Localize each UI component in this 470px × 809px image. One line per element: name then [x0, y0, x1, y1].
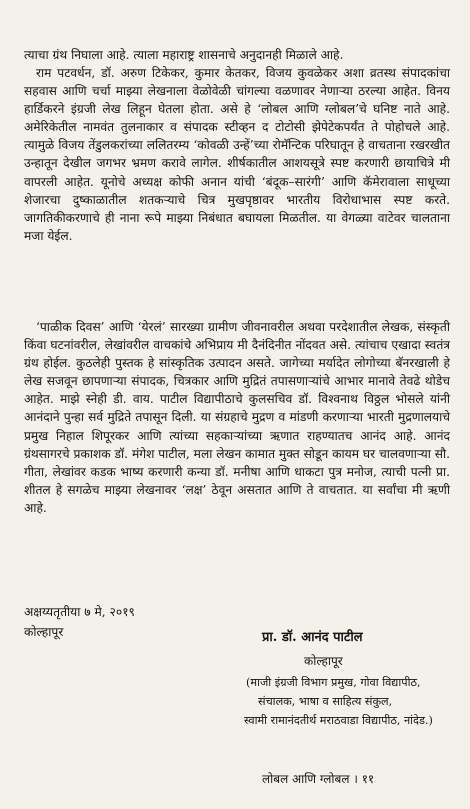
signature-date: अक्षय्यतृतीया ७ मे, २०१९ — [24, 605, 135, 619]
author-credential-line: (माजी इंग्रजी विभाग प्रमुख, गोवा विद्यापीठ, — [246, 676, 421, 689]
page-footer-running-title: लोबल आणि ग्लोबल । ११ — [262, 772, 375, 786]
author-credential-line: संचालक, भाषा व साहित्य संकुल, — [258, 695, 393, 708]
author-name: प्रा. डॉ. आनंद पाटील — [262, 630, 363, 645]
signature-place: कोल्हापूर — [24, 625, 64, 639]
paragraph-editors-acknowledgement: राम पटवर्धन, डॉ. अरुण टिकेकर, कुमार केतकर, विजय कुवळेकर अशा व्रतस्थ संपादकांचा सहवास आणि चर्चा माझ्या लेखनाला वेळोवेळी चांगल्या वळणावर नेणाऱ्या ठरल्या आहेत. विनय हार्डिकरने इंग्रजी लेख लिहून घेतला होता. असे हे ‘लोबल आणि ग्लोबल’चे घनिष्ट नाते आहे. अमेरिकेतील नामवंत तुलनाकार व संपादक स्टीव्हन द टोटोसी झेपेटेकपर्यंत ते पोहोचले आहे. त्यामुळे विजय तेंडुलकरांच्या ललितरम्य ‘कोवळी उन्हें’च्या रोमॅन्टिक परिघातून हे वाचताना रखरखीत उन्हातून देखील जगभर भ्रमण करावे लागेल. शीर्षकातील आशयसूत्रे स्पष्ट करणारी छायाचित्रे मी वापरली आहेत. यूनोचे अध्यक्ष कोफी अनान यांची ‘बंदूक–सारंगी’ आणि कॅमेरावाला साधूच्या शेजारचा दुष्काळातील शतकऱ्याचे चित्र मुखपृष्ठावर भारतीय विरोधाभास स्पष्ट करते. जागतिकीकरणाचे ही नाना रूपे माझ्या निबंधात बघायला मिळतील. या वेगळ्या वाटेवर चालताना मजा येईल. — [24, 66, 450, 243]
author-city: कोल्हापूर — [304, 654, 343, 668]
paragraph-final-acknowledgements: ‘पाळीक दिवस’ आणि ‘येरलं’ सारख्या ग्रामीण जीवनावरील अथवा परदेशातील लेखक, संस्कृती किंवा घटनांवरील, लेखांवरील वाचकांचे अभिप्राय मी दैनंदिनीत नोंदवत असे. त्यांचाच एखादा स्वतंत्र ग्रंथ होईल. कुठलेही पुस्तक हे सांस्कृतिक उत्पादन असते. जागेच्या मर्यादेत लोगोच्या बॅनरखाली हे लेख सजवून छापणाऱ्या संपादक, चित्रकार आणि मुद्रितं तपासणाऱ्यांचे आभार मानावे तेवढे थोडेच आहेत. माझे स्नेही डी. वाय. पाटील विद्यापीठाचे कुलसचिव डॉ. विश्वनाथ विठ्ठल भोसले यांनी आनंदाने पुन्हा सर्व मुद्रिते तपासून दिली. या संग्रहाचे मुद्रण व मांडणी करणाऱ्या भारती मुद्रणालयाचे प्रमुख निहाल शिपूरकर आणि त्यांच्या सहकाऱ्यांच्या ऋणात राहण्यातच आनंद आहे. आनंद ग्रंथसागरचे प्रकाशक डॉ. मंगेश पाटील, मला लेखन कामात मुक्त सोडून कायम घर चालवणाऱ्या सौ. गीता, लेखांवर कडक भाष्य करणारी कन्या डॉ. मनीषा आणि धाकटा पुत्र मनोज, त्याची पत्नी प्रा. शीतल हे सगळेच माझ्या लेखनावर ‘लक्ष’ ठेवून असतात आणि ते वाचतात. या सर्वांचा मी ऋणी आहे. — [24, 320, 450, 515]
paragraph-opening-line: त्याचा ग्रंथ निघाला आहे. त्याला महाराष्ट्र शासनाचे अनुदानही मिळाले आहे. — [24, 48, 344, 62]
author-credential-line: स्वामी रामानंदतीर्थ मराठवाडा विद्यापीठ, नांदेड.) — [244, 714, 433, 727]
